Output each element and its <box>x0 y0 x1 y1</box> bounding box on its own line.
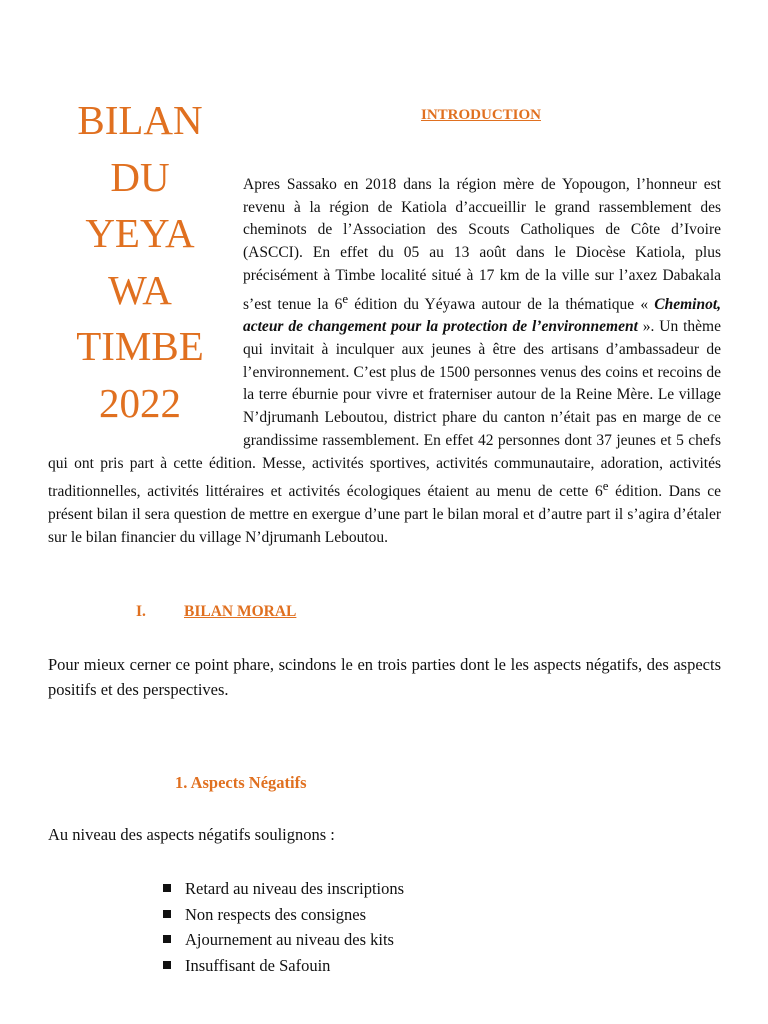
title-line: DU <box>110 153 170 200</box>
list-item: Retard au niveau des inscriptions <box>162 876 404 902</box>
intro-text: Apres Sassako en 2018 dans la région mère de Yopougon, l’honneur est revenu à la région de Katiola d’accueillir le grand rassemblement des cheminots de l’Association des Scouts Catholiques de Côte d’Ivoire (ASCCI). En effet du 05 au 13 août dans le Diocèse Katiola, plus précisément à Timbe localité situé à 17 km de la ville sur l’axez Dabakala s’est tenue la 6 <box>243 176 721 313</box>
intro-text: édition du Yéyawa autour de la thématique « <box>348 295 655 313</box>
superscript-e: e <box>342 290 349 306</box>
intro-theme: Cheminot, acteur de changement pour la protection de l’environnement <box>243 295 722 336</box>
section-label: BILAN MORAL <box>184 603 297 620</box>
negatives-lead-line: Au niveau des aspects négatifs soulignons : <box>48 825 335 844</box>
superscript-e: e <box>602 478 609 494</box>
title-line: BILAN <box>77 97 203 143</box>
section-number: I. <box>136 603 146 620</box>
intro-text: édition. Dans ce présent bilan il sera question de mettre en exergue d’une part le bilan moral et d’autre part il s’agira d’étaler sur le bilan financier du village N’djrumanh Leboutou. <box>48 483 721 546</box>
title-spacer <box>48 174 243 446</box>
subsection-number: 1. <box>175 773 188 792</box>
subsection-label: Aspects Négatifs <box>190 773 307 792</box>
list-item: Ajournement au niveau des kits <box>162 927 404 953</box>
subsection-heading-aspects-negatifs <box>175 773 307 793</box>
title-line: WA <box>108 266 172 313</box>
negatives-list <box>162 876 404 978</box>
list-item: Non respects des consignes <box>162 902 404 928</box>
title-line: 2022 <box>99 379 181 426</box>
title-line: TIMBE <box>76 323 204 369</box>
bilan-moral-paragraph: Pour mieux cerner ce point phare, scindons le en trois parties dont le les aspects négatifs, des aspects positifs et des perspectives. <box>48 655 721 699</box>
title-line: YEYA <box>85 210 195 256</box>
introduction-heading: INTRODUCTION <box>420 107 541 123</box>
list-item: Insuffisant de Safouin <box>162 953 404 979</box>
intro-text: ». Un thème qui invitait à inculquer aux jeunes à être des artisans d’ambassadeur de l’environnement. C’est plus de 1500 personnes venus des coins et recoins de la terre éburnie pour vivre et fraterniser autour de la Reine Mère. Le village N’djrumanh Leboutou, district phare du canton n’était pas en marge de ce grandissime rassemblement. En effet 42 personnes dont 37 jeunes et 5 chefs qui ont pris part à cette édition. Messe, activités sportives, activités communautaire, adoration, activités traditionnelles, activités littéraires et activités écologiques étaient au menu de cette 6 <box>48 318 721 501</box>
section-heading-bilan-moral <box>136 603 296 621</box>
introduction-paragraph <box>48 174 721 550</box>
